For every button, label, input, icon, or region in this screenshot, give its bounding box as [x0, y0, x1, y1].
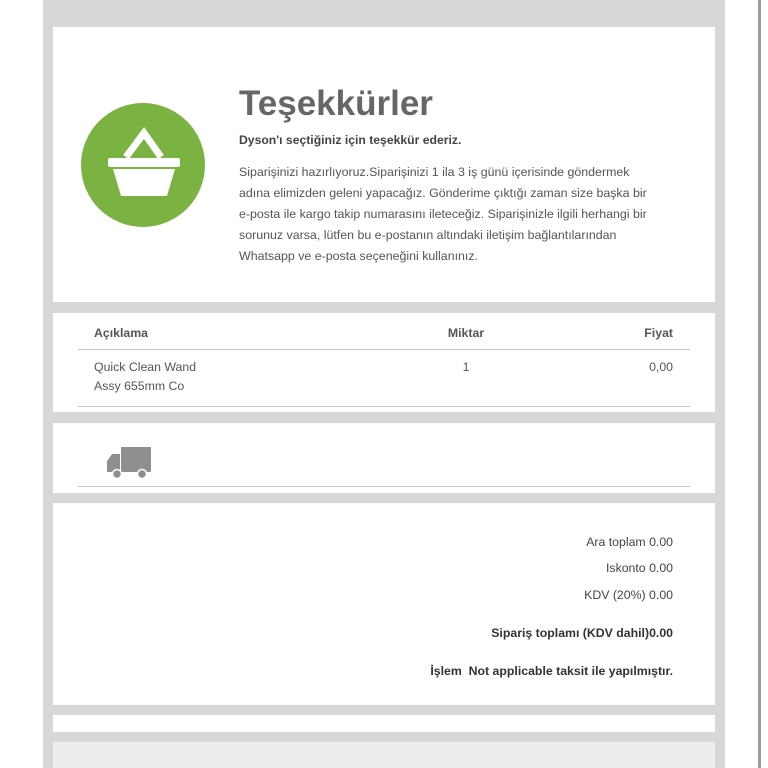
paragraph-line: adına elimizden geleni yapacağız. Gönderime çıktığı zaman size başka bir [239, 186, 647, 200]
page-title: Teşekkürler [239, 84, 433, 123]
basket-badge [81, 103, 205, 227]
viewport-edge-line [758, 0, 761, 768]
paragraph-line: Whatsapp ve e-posta seçeneğini kullanınız. [239, 249, 479, 263]
vat-line: KDV (20%) 0.00 [584, 588, 673, 602]
header-description: Açıklama [94, 326, 149, 340]
item-price: 0,00 [649, 360, 673, 374]
spacer-card [53, 715, 715, 732]
order-table-card [53, 313, 715, 412]
truck-wrapper [107, 447, 151, 479]
shipping-card [53, 423, 715, 493]
thank-you-card [53, 27, 715, 302]
header-price: Fiyat [644, 326, 673, 340]
thank-you-subtitle: Dyson'ı seçtiğiniz için teşekkür ederiz. [239, 133, 462, 147]
paragraph-line: Siparişinizi hazırlıyoruz.Siparişinizi 1 ila 3 iş günü içerisinde göndermek [239, 165, 630, 179]
item-quantity: 1 [462, 360, 470, 374]
payment-note-line: İşlem Not applicable taksit ile yapılmıştır. [430, 664, 673, 678]
paragraph-line: sorunuz varsa, lütfen bu e-postanın altındaki iletişim bağlantılarından [239, 228, 617, 242]
row-divider [78, 406, 690, 407]
delivery-truck-icon [107, 447, 151, 479]
header-divider [78, 349, 690, 350]
subtotal-line: Ara toplam 0.00 [586, 535, 673, 549]
shopping-basket-icon [81, 103, 205, 227]
header-quantity: Miktar [447, 326, 485, 340]
paragraph-line: e-posta ile kargo takip numarasını ileteceğiz. Siparişinizle ilgili herhangi bir [239, 207, 647, 221]
order-total-line: Sipariş toplamı (KDV dahil)0.00 [491, 626, 673, 640]
shipping-divider [78, 486, 690, 487]
item-description: Quick Clean Wand Assy 655mm Co [94, 360, 197, 393]
discount-line: Iskonto 0.00 [606, 561, 673, 575]
order-info-paragraph [239, 162, 647, 267]
footer-card [53, 742, 715, 768]
totals-card [53, 503, 715, 705]
